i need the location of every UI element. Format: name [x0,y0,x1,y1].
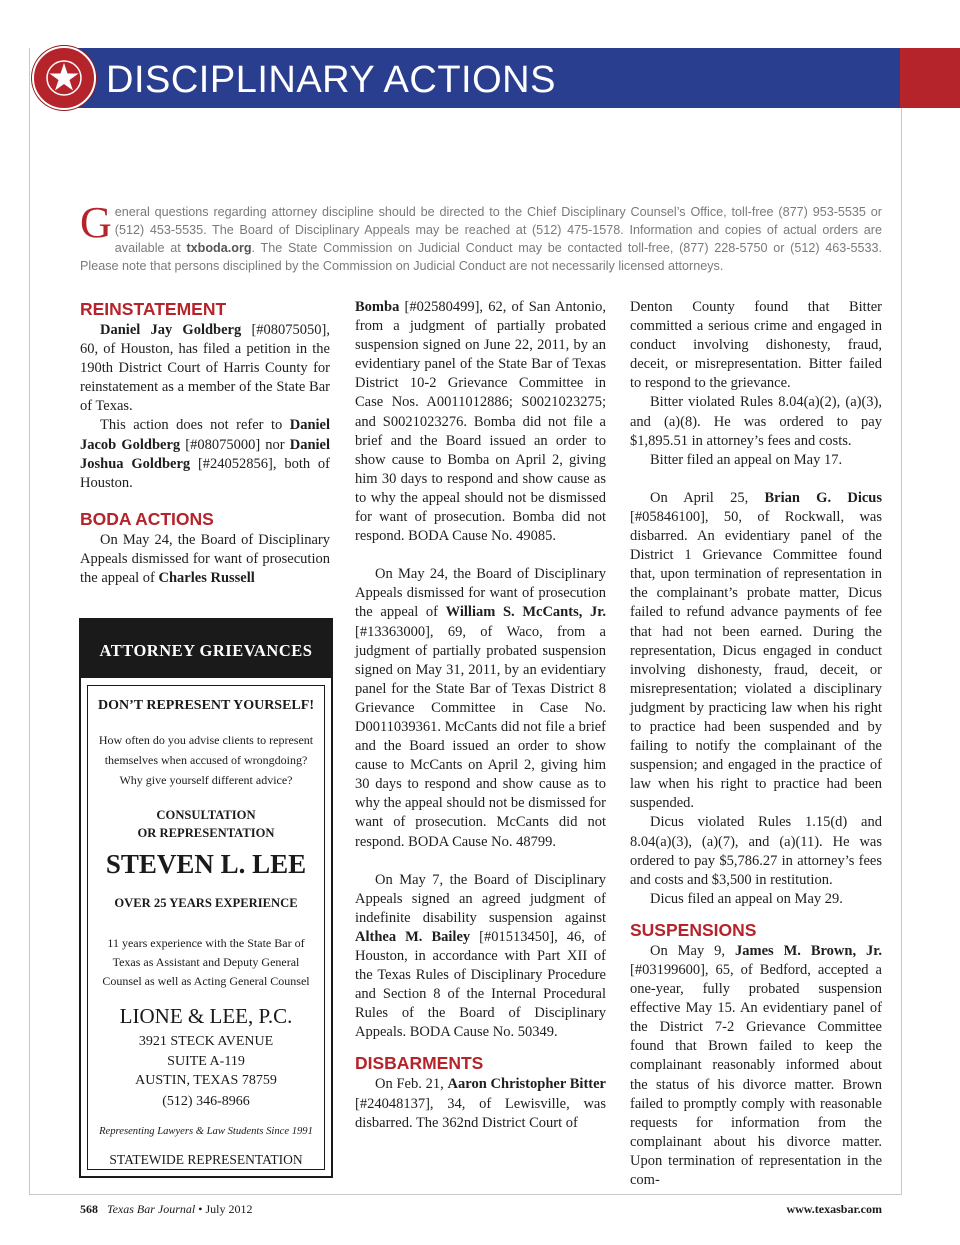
dicus-violations: Dicus violated Rules 1.15(d) and 8.04(a)(3), (a)(7), and (a)(11). He was ordered to pay $5,786.27 in attorney’s fees and costs and $3,500 in restitution. [630,814,882,888]
ad-address [88,1032,324,1091]
ad-address-line: SUITE A-119 [167,1053,245,1069]
boda-entry [80,531,330,588]
entry-text: [#24052856], both of Houston. [80,455,330,491]
attorney-name: William S. McCants, Jr. [445,604,606,621]
ad-experience: OVER 25 YEARS EXPERIENCE [114,896,298,910]
entry-text: This action does not refer to [100,417,290,434]
entry-text: On Feb. 21, [375,1076,448,1093]
column-1 [80,298,330,588]
attorney-name: Aaron Christopher Bitter [447,1076,606,1093]
entry-text: [#05846100], 50, of Rockwall, was disbarred. An evidentiary panel of the District 1 Grievance Committee found that, upon termination of representation in the complainant’s probate matter, Dicus failed to refund advance payments of fee that had not been earned. During the representation, Dicus engaged in conduct involving dishonesty, fraud, deceit, or misrepresentation; violated a disciplinary judgment by practicing law when his right to practice had been suspended and by failing to notify the complainant of the suspension; and engaged in the practice of law when his right to practice had been suspended. [630,508,882,812]
entry-text: [#08075050], 60, of Houston, has filed a petition in the 190th District Court of Harris County for reinstatement as a member of the State Bar of Texas. [80,322,330,415]
ad-question-line: Why give yourself different advice? [119,773,293,787]
ad-address-line: 3921 STECK AVENUE [138,1034,274,1049]
attorney-name: Althea M. Bailey [355,928,471,945]
drop-cap: G [80,198,112,247]
magazine-name: Texas Bar Journal [107,1202,196,1216]
ad-header: ATTORNEY GRIEVANCES [81,620,331,678]
boda-entry-mccants [355,565,606,851]
ad-attorney-name: STEVEN L. LEE [105,849,307,879]
entry-text: On May 7, the Board of Disciplinary Appeals signed an agreed judgment of indefinite disability suspension against [355,871,606,926]
ad-question-line: themselves when accused of wrongdoing? [104,753,308,767]
ad-phone[interactable]: (512) 346-8966 [162,1094,250,1109]
entry-text: [#01513450], 46, of Houston, in accordance with Part XII of the Texas Rules of Disciplinary Procedure and Section 8 of the Internal Procedural Rules of the Board of Disciplinary Appeals. BODA Cause No. 50349. [355,928,606,1041]
disbarment-appeal: Bitter filed an appeal on May 17. [650,451,843,468]
intro-paragraph [80,198,882,275]
page-number: 568 [80,1202,98,1216]
ad-bio [88,934,324,991]
suspensions-heading: SUSPENSIONS [630,919,757,940]
disbarment-violations: Bitter violated Rules 8.04(a)(2), (a)(3), and (a)(8). He was ordered to pay $1,895.51 in attorney’s fees and costs. [630,394,882,449]
entry-text: On April 25, [650,489,765,506]
disbarments-heading: DISBARMENTS [355,1053,484,1074]
disbarment-entry-bitter [355,1075,606,1132]
entry-text: [#24048137], 34, of Lewisville, was disbarred. The 362nd District Court of [355,1095,606,1131]
footer-left [80,1202,252,1217]
intro-text-2: . The State Commission on Judicial Conduct may be contacted toll-free, (877) 228-5750 or (512) 463-5533. Please note that persons disciplined by the Commission on Judicial Conduct are not necessarily licensed attorneys. [80,241,882,273]
ad-consultation [88,806,324,842]
attorney-name: Daniel Jay Goldberg [100,322,242,338]
intro-text-1: eneral questions regarding attorney discipline should be directed to the Chief Disciplinary Counsel’s Office, toll-free (877) 953-5535 or (512) 453-5535. The Board of Disciplinary Appeals may be reached at (512) 475-1578. Information and copies of actual orders are available at [114,205,882,255]
attorney-name: Daniel Jacob Goldberg [80,417,330,453]
page-title: DISCIPLINARY ACTIONS [106,59,556,101]
reinstatement-note [80,416,330,492]
reinstatement-heading: REINSTATEMENT [80,299,227,319]
dicus-appeal: Dicus filed an appeal on May 29. [650,890,843,907]
boda-entry-bailey [355,871,606,1043]
entry-text: On May 24, the Board of Disciplinary Appeals dismissed for want of prosecution the appeal of [80,531,330,587]
ad-question-line: How often do you advise clients to represent [98,733,314,747]
issue-date: July 2012 [205,1202,253,1216]
entry-text: [#13363000], 69, of Waco, from a judgment of partially probated suspension signed on May 31, 2011, by an evidentiary panel for the State Bar of Texas District 8 Grievance Committee in Case No. D0011039361. McCants did not file a brief and the Board issued an order to show cause to McCants on April 2, giving him 30 days to respond and show cause as to why the appeal should not be dismissed for want of prosecution. McCants did not respond. BODA Cause No. 48799. [355,623,606,850]
disbarment-entry-dicus [630,489,882,814]
ad-coverage: STATEWIDE REPRESENTATION [109,1152,303,1167]
footer-bullet: • [198,1202,203,1216]
spacer [630,470,882,489]
header-accent-block [900,48,960,108]
ad-consult-line: CONSULTATION [156,808,256,822]
ad-bio-line: Texas as Assistant and Deputy General [112,955,300,969]
attorney-name: Brian G. Dicus [764,489,883,506]
entry-text: [#03199600], 65, of Bedford, accepted a one-year, fully probated suspension effective May 15. An evidentiary panel of the District 7-2 Grievance Committee found that Brown failed to keep the complainant reasonably informed about the status of his divorce matter. Brown failed to promptly comply with reasonable requests for information from the complainant about his divorce matter. Upon termination of representation in the com- [630,962,882,1189]
ad-bio-line: Counsel as well as Acting General Counsel [102,974,310,988]
spacer [355,546,606,565]
attorney-name: Bomba [355,299,400,315]
spacer [355,852,606,871]
attorney-name: Daniel Joshua Goldberg [80,436,330,472]
attorney-name: Charles Russell [158,570,255,587]
column-3 [630,298,882,1190]
texas-star-seal [32,46,96,110]
boda-entry-bomba [355,298,606,546]
entry-text: [#08075000] nor [180,436,290,453]
boda-actions-heading: BODA ACTIONS [80,508,214,529]
suspension-entry-brown [630,942,882,1190]
website-link[interactable]: www.texasbar.com [786,1202,882,1216]
attorney-name: James M. Brown, Jr. [734,942,882,959]
ad-tagline: Representing Lawyers & Law Students Since 1991 [99,1126,313,1137]
entry-text: On May 9, [650,942,735,959]
reinstatement-entry [80,321,330,416]
ad-consult-line: OR REPRESENTATION [137,826,275,840]
ad-firm-name: LIONE & LEE, P.C. [119,1004,293,1028]
ad-body [81,678,331,1176]
entry-text: [#02580499], 62, of San Antonio, from a judgment of partially probated suspension signed on June 22, 2011, by an evidentiary panel of the State Bar of Texas District 10-2 Grievance Committee in Case Nos. A0011012886; S0021023275; and S0021023276. Bomba did not file a brief and the Board issued an order to show cause to Bomba on April 2, giving him 30 days to respond and show cause as to why the appeal should not be dismissed for want of prosecution. Bomba did not respond. BODA Cause No. 49085. [355,299,606,545]
entry-text: On May 24, the Board of Disciplinary Appeals dismissed for want of prosecution the appeal of [355,566,606,621]
attorney-grievances-ad [79,618,333,1178]
column-2 [355,298,606,1133]
ad-question [88,730,324,790]
ad-inner-border [87,685,325,1170]
ad-bio-line: 11 years experience with the State Bar of [107,936,305,950]
ad-headline: DON’T REPRESENT YOURSELF! [97,698,314,713]
disbarment-continued: Denton County found that Bitter committed a serious crime and engaged in conduct involving dishonesty, fraud, deceit, or misrepresentation. Bitter failed to respond to the grievance. [630,299,882,392]
ad-address-line: AUSTIN, TEXAS 78759 [135,1073,277,1088]
boda-link[interactable]: txboda.org [186,241,252,255]
star-icon [44,58,84,98]
